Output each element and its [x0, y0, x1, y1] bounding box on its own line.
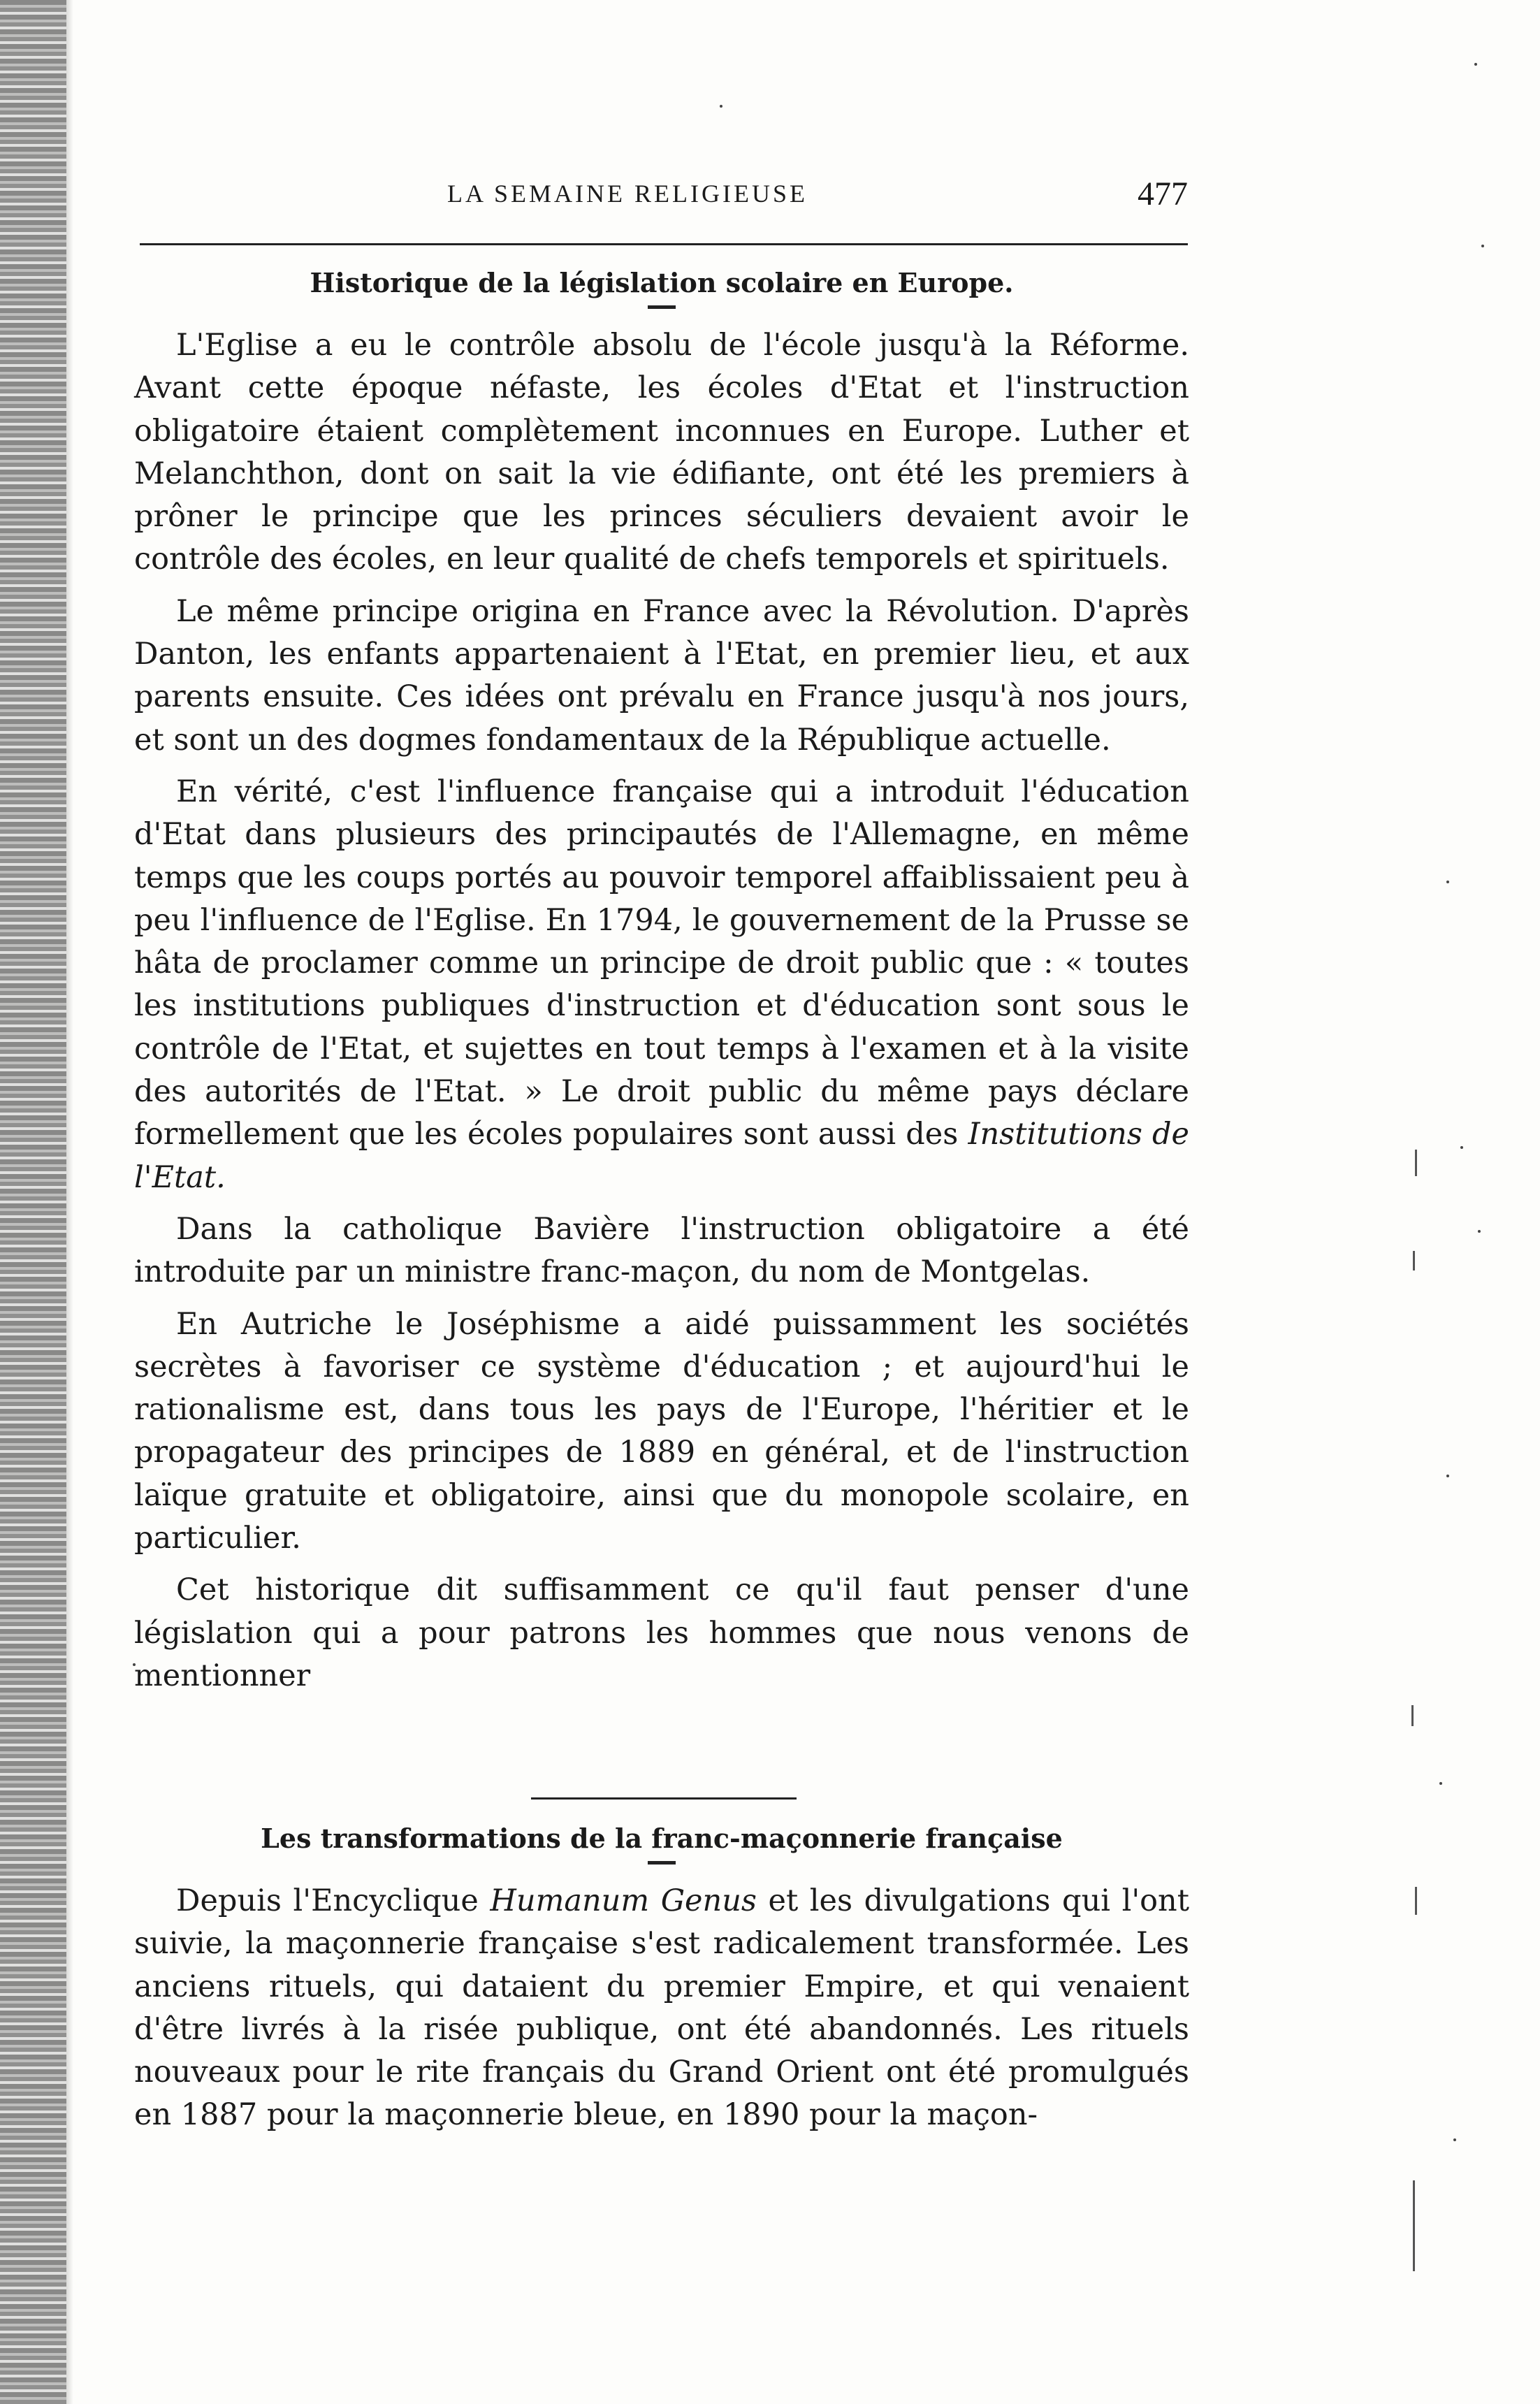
- page-header: [447, 175, 1188, 221]
- header-rule: [140, 243, 1188, 245]
- dust-speck: [1446, 1475, 1449, 1477]
- paragraph: Cet historique dit suffisamment ce qu'il faut penser d'une législation qui a pour patrons les hommes que nous venons de mentionner: [134, 1572, 1189, 1693]
- section-scolaire: [134, 267, 1189, 1707]
- page-number: 477: [1138, 175, 1188, 212]
- dust-speck: [720, 105, 722, 108]
- italic-phrase: Institutions de l'Etat.: [134, 1117, 1189, 1195]
- margin-mark: [1413, 1251, 1415, 1270]
- scan-binding-edge: [0, 0, 66, 2404]
- paragraph-text: En vérité, c'est l'influence française qui a introduit l'éducation d'Etat dans plusieurs des principautés de l'Allemagne, en même temps que les coups portés au pouvoir temporel affaiblissaient peu à peu l'influence de l'Eglise. En 1794, le gouvernement de la Prusse se hâta de proclamer comme un principe de droit public que : « toutes les institutions publiques d'instruction et d'éducation sont sous le contrôle de l'Etat, et sujettes en tout temps à l'examen et à la visite des autorités de l'Etat. » Le droit public du même pays déclare formellement que les écoles populaires sont aussi des: [134, 774, 1189, 1152]
- section-heading: Les transformations de la franc-maçonnerie française: [261, 1823, 1063, 1854]
- section-heading: Historique de la législation scolaire en Europe.: [310, 267, 1014, 298]
- paragraph-text: Depuis l'Encyclique: [176, 1883, 479, 1918]
- dust-speck: [1439, 1782, 1442, 1785]
- paragraph: [134, 1880, 1189, 2137]
- section-franc-maconnerie: [134, 1823, 1189, 2146]
- dust-speck: [1453, 2138, 1456, 2141]
- paragraph-text: et les divulgations qui l'ont suivie, la maçonnerie française s'est radicalement transformée. Les anciens rituels, qui dataient du premier Empire, et qui venaient d'être livrés à la risée publique, ont été abandonnés. Les rituels nouveaux pour le rite français du Grand Orient ont été promulgués en 1887 pour la maçonnerie bleue, en 1890 pour la maçon-: [134, 1883, 1190, 2133]
- running-title: LA SEMAINE RELIGIEUSE: [447, 180, 808, 208]
- paragraph: L'Eglise a eu le contrôle absolu de l'école jusqu'à la Réforme. Avant cette époque néfaste, les écoles d'Etat et l'instruction obligatoire étaient complètement inconnues en Europe. Luther et Melanchthon, dont on sait la vie édifiante, ont été les premiers à prôner le principe que les princes séculiers devaient avoir le contrôle des écoles, en leur qualité de chefs temporels et spirituels.: [134, 328, 1189, 577]
- section-divider: [531, 1797, 797, 1800]
- margin-mark: [1415, 1887, 1417, 1915]
- italic-phrase: Humanum Genus: [490, 1883, 757, 1918]
- paragraph: En Autriche le Joséphisme a aidé puissamment les sociétés secrètes à favoriser ce système d'éducation ; et aujourd'hui le rationalisme est, dans tous les pays de l'Europe, l'héritier et le propagateur des principes de 1889 en général, et de l'instruction laïque gratuite et obligatoire, ainsi que du monopole scolaire, en particulier.: [134, 1306, 1189, 1556]
- dust-speck: [1481, 245, 1484, 247]
- paragraph: Le même principe origina en France avec la Révolution. D'après Danton, les enfants appartenaient à l'Etat, en premier lieu, et aux parents ensuite. Ces idées ont prévalu en France jusqu'à nos jours, et sont un des dogmes fondamentaux de la République actuelle.: [134, 593, 1189, 758]
- paragraph: [134, 771, 1189, 1199]
- margin-mark: [1415, 1150, 1417, 1176]
- margin-mark: [1411, 1705, 1414, 1726]
- dust-speck: [1478, 1230, 1481, 1233]
- dust-speck: [1460, 1146, 1463, 1149]
- dust-speck: [1446, 881, 1449, 883]
- paragraph: Dans la catholique Bavière l'instruction obligatoire a été introduite par un ministre franc-maçon, du nom de Montgelas.: [134, 1211, 1189, 1290]
- margin-mark: [1413, 2180, 1415, 2271]
- dust-speck: [1474, 63, 1477, 66]
